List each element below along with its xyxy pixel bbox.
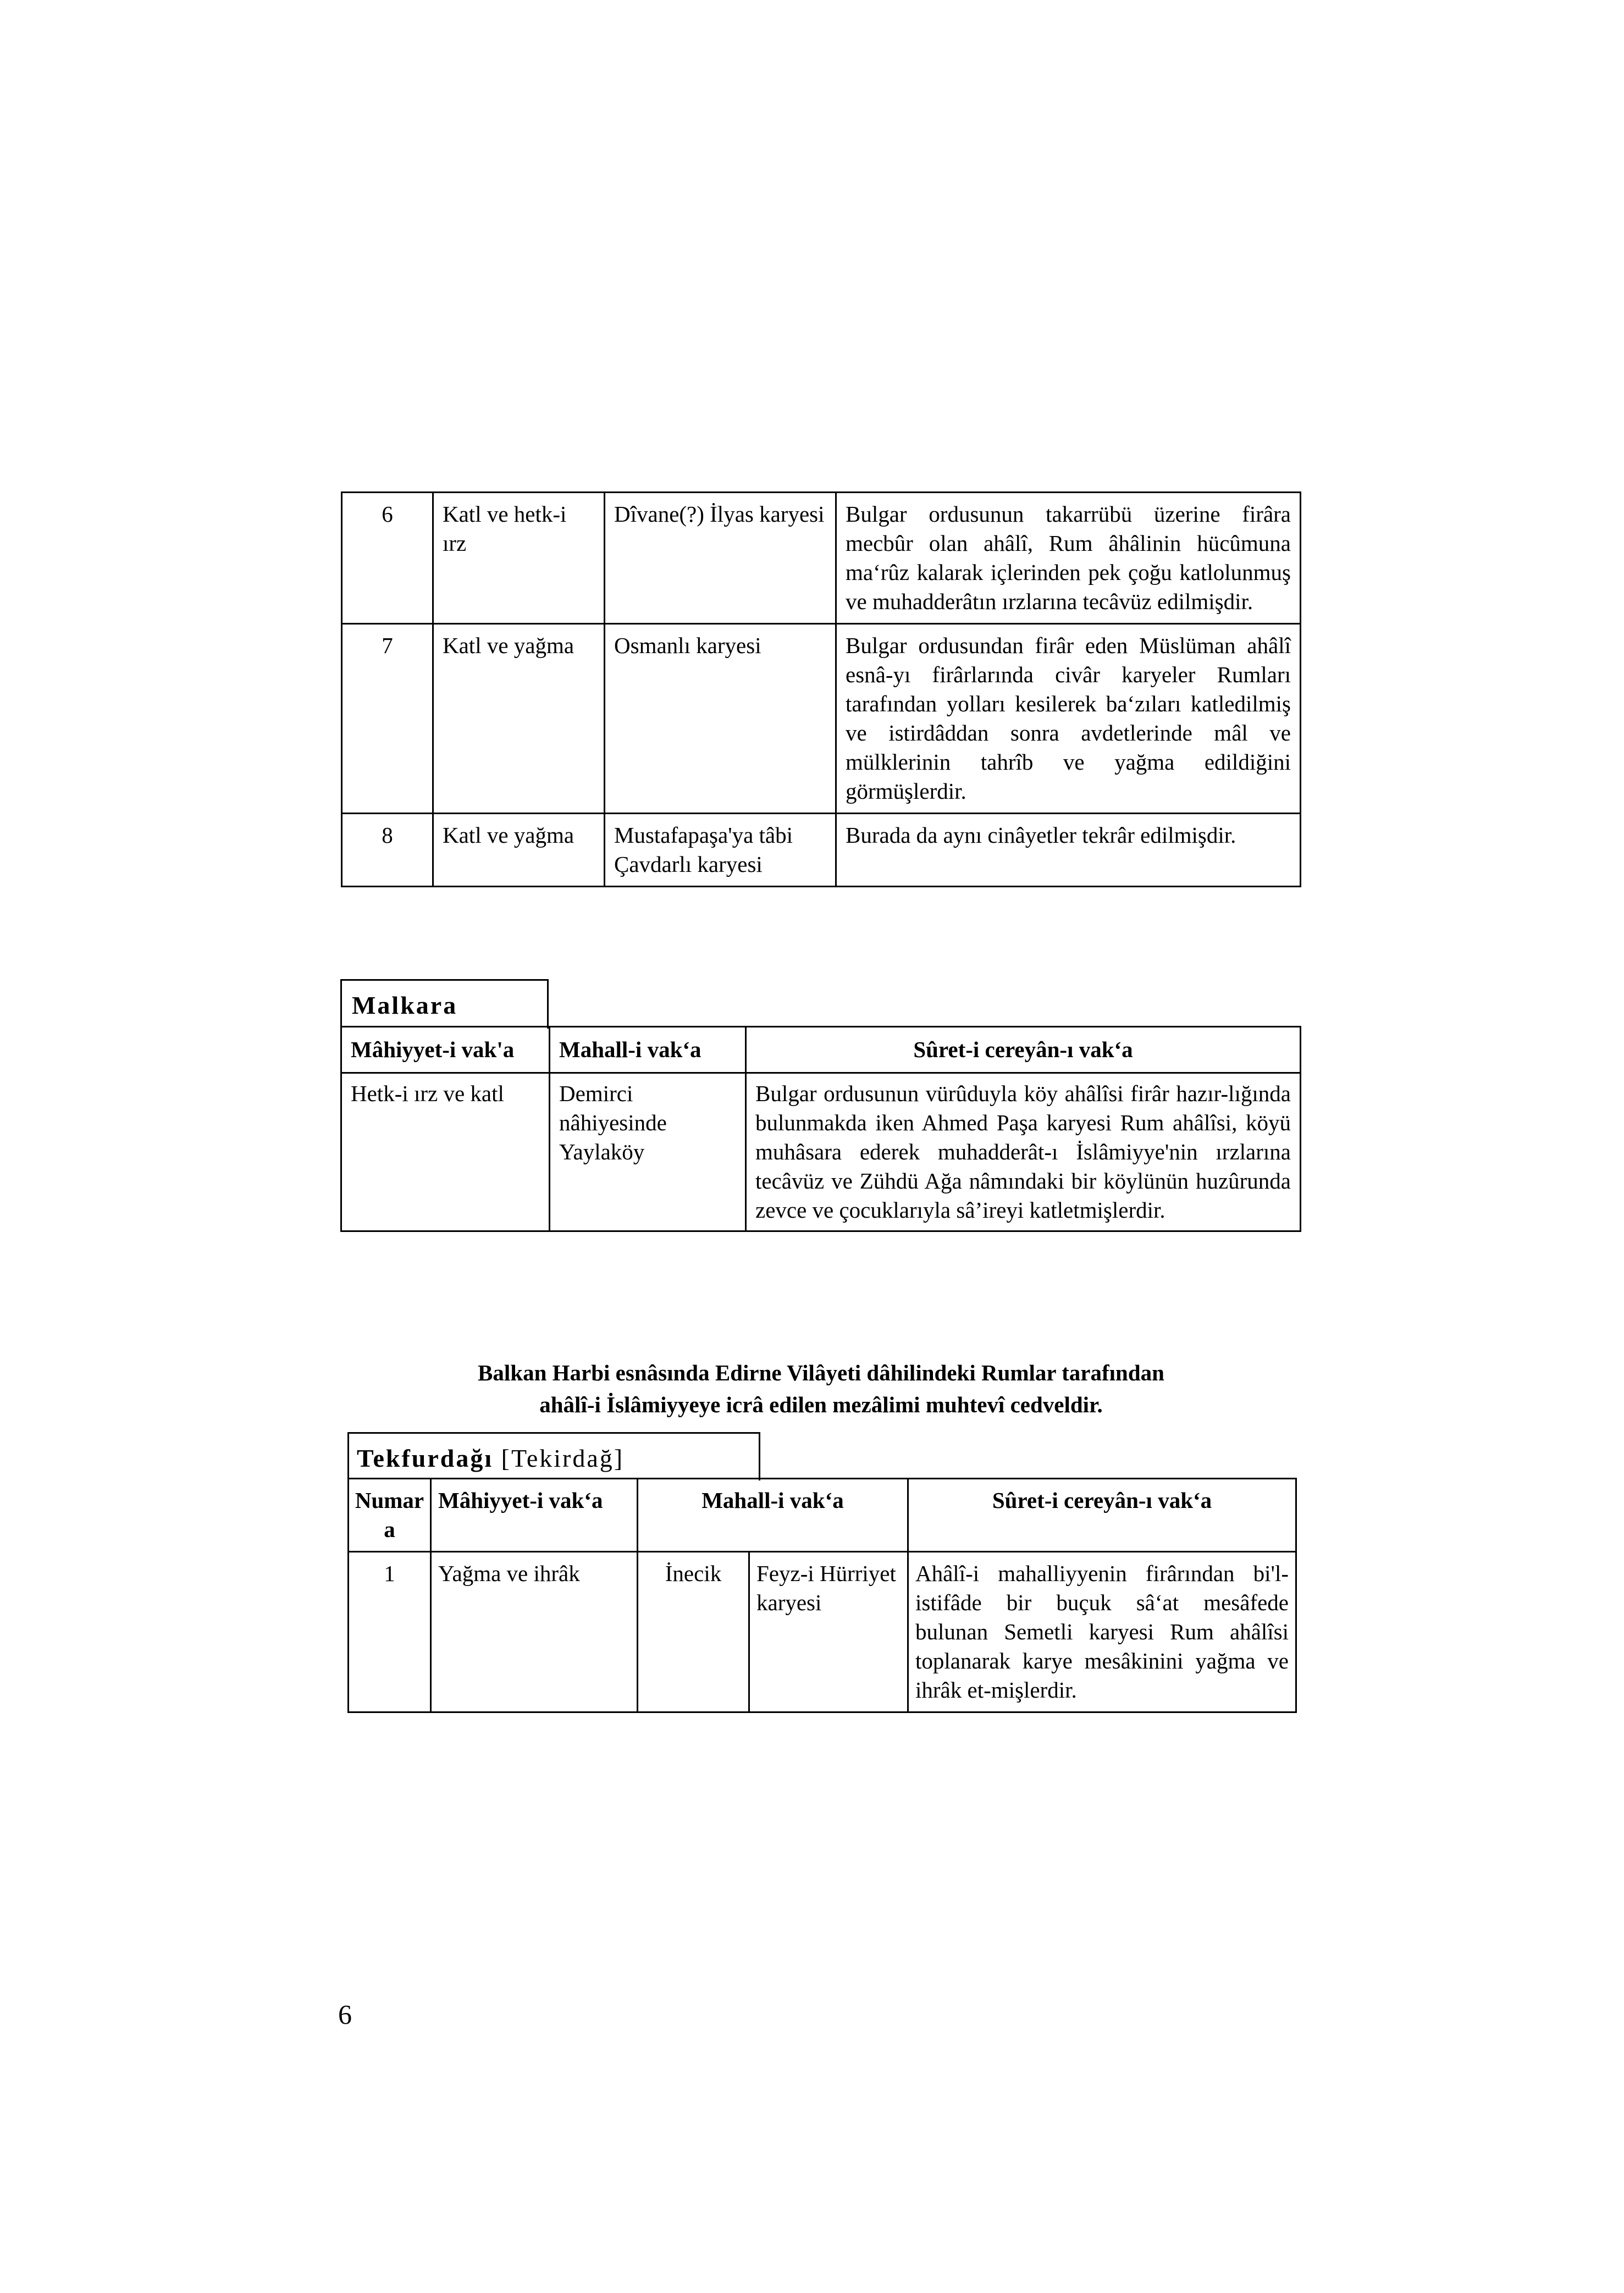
column-header: Mâhiyyet-i vak'a [341, 1027, 550, 1073]
section-title [357, 1444, 624, 1473]
incident-type: Yağma ve ihrâk [431, 1552, 638, 1712]
incident-place: Mustafapaşa'ya tâbi Çavdarlı karyesi [605, 814, 836, 887]
incident-place-village: Feyz-i Hürriyet karyesi [749, 1552, 908, 1712]
column-header: Mâhiyyet-i vak‘a [431, 1479, 638, 1552]
incident-type: Hetk-i ırz ve katl [341, 1073, 550, 1231]
section-title: Malkara [352, 991, 458, 1019]
incident-place: Dîvane(?) İlyas karyesi [605, 493, 836, 624]
incident-place-district: İnecik [638, 1552, 749, 1712]
table-header-row [349, 1479, 1296, 1552]
incident-place: Demirci nâhiyesinde Yaylaköy [550, 1073, 746, 1231]
incident-description: Bulgar ordusundan firâr eden Müslüman ahâlî esnâ-yı firârlarında civâr karyeler Rumları tarafından yolları kesilerek ba‘zıları katledilmiş ve istirdâddan sonra avdetlerinde mâl ve mülklerinin tahrîb ve yağma edildiğini görmüşlerdir. [836, 624, 1301, 814]
incident-description: Bulgar ordusunun takarrübü üzerine firâra mecbûr olan ahâlî, Rum âhâlinin hücûmuna ma‘rûz kalarak içlerinden pek çoğu katlolunmuş ve muhadderâtın ırzlarına tecâvüz edilmişdir. [836, 493, 1301, 624]
caption-line: ahâlî-i İslâmiyyeye icrâ edilen mezâlimi muhtevî cedveldir. [539, 1392, 1103, 1417]
tekfurdagi-table [347, 1478, 1297, 1713]
malkara-title-box [340, 979, 549, 1029]
table-header-row [341, 1027, 1301, 1073]
table-row [342, 493, 1301, 624]
incident-type: Katl ve yağma [433, 624, 605, 814]
incident-place: Osmanlı karyesi [605, 624, 836, 814]
column-header: Mahall-i vak‘a [550, 1027, 746, 1073]
table-row [342, 814, 1301, 887]
table-row [349, 1552, 1296, 1712]
column-header: Mahall-i vak‘a [638, 1479, 908, 1552]
page-number: 6 [338, 1999, 352, 2030]
row-number: 6 [342, 493, 433, 624]
incident-type: Katl ve hetk-i ırz [433, 493, 605, 624]
table-row [341, 1073, 1301, 1231]
incident-type: Katl ve yağma [433, 814, 605, 887]
caption-line: Balkan Harbi esnâsında Edirne Vilâyeti dâhilindeki Rumlar tarafından [478, 1360, 1164, 1385]
section-title-bold: Tekfurdağı [357, 1444, 494, 1472]
row-number: 7 [342, 624, 433, 814]
incident-description: Ahâlî-i mahalliyyenin firârından bi'l-istifâde bir buçuk sâ‘at mesâfede bulunan Semetli karyesi Rum ahâlîsi toplanarak karye mesâkinini yağma ve ihrâk et-mişlerdir. [908, 1552, 1296, 1712]
column-header: Numar a [349, 1479, 431, 1552]
section-title-note: [Tekirdağ] [501, 1444, 625, 1472]
table-row [342, 624, 1301, 814]
incident-description: Burada da aynı cinâyetler tekrâr edilmişdir. [836, 814, 1301, 887]
incident-description: Bulgar ordusunun vürûduyla köy ahâlîsi firâr hazır-lığında bulunmakda iken Ahmed Paşa karyesi Rum ahâlîsi, köyü muhâsara ederek muhadderât-ı İslâmiyye'nin ırzlarına tecâvüz ve Zühdü Ağa nâmındaki bir köylünün huzûrunda zevce ve çocuklarıyla sâ’ireyi katletmişlerdir. [746, 1073, 1301, 1231]
table-caption [341, 1357, 1301, 1421]
malkara-table [340, 1026, 1301, 1232]
row-number: 8 [342, 814, 433, 887]
column-header: Sûret-i cereyân-ı vak‘a [746, 1027, 1301, 1073]
incident-table-continued [341, 491, 1301, 887]
tekfurdagi-title-box [347, 1432, 760, 1480]
row-number: 1 [349, 1552, 431, 1712]
column-header: Sûret-i cereyân-ı vak‘a [908, 1479, 1296, 1552]
